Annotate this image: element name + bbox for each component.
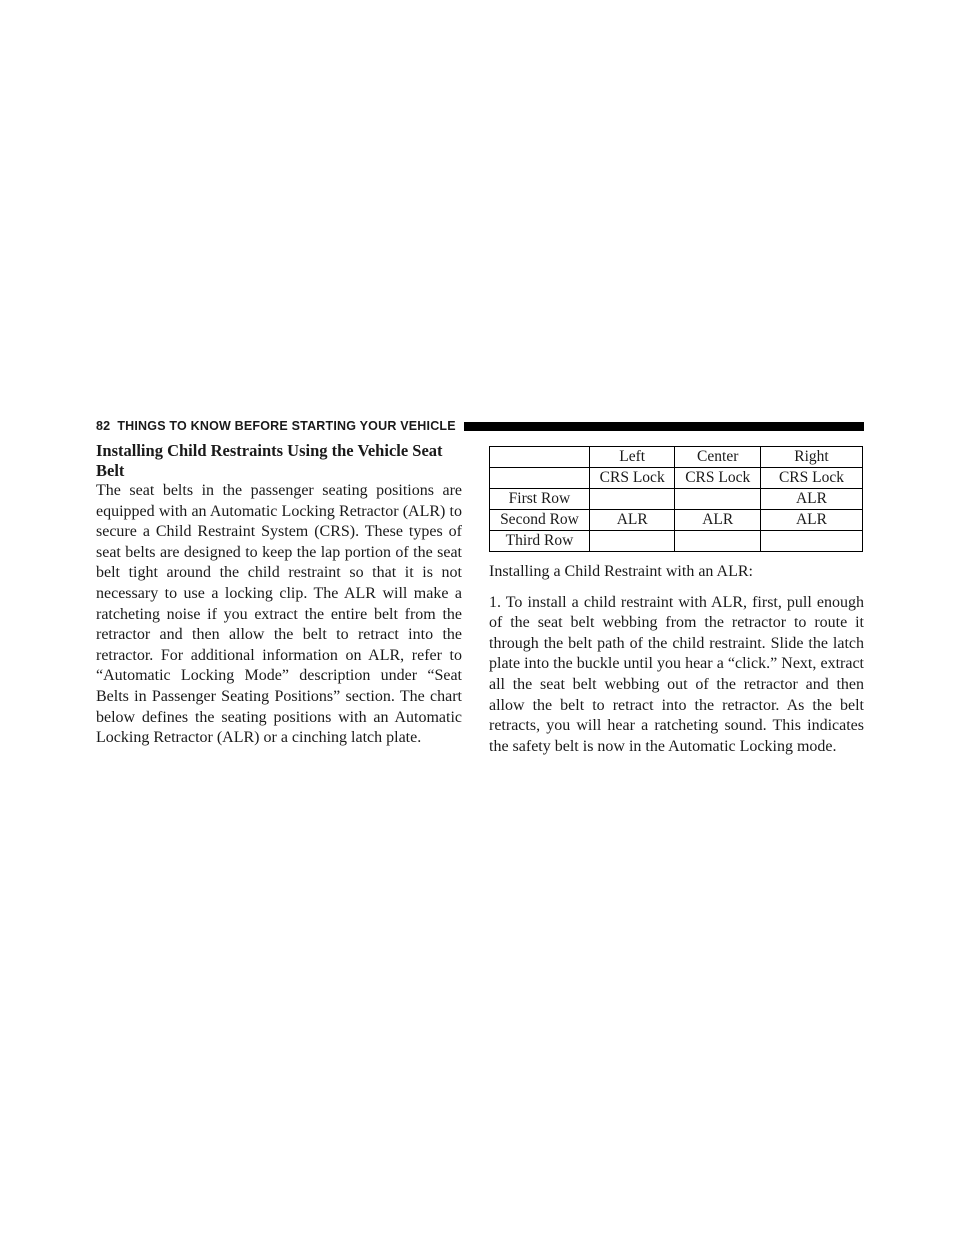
intro-paragraph: The seat belts in the passenger seating positions are equipped with an Automatic Locking Retractor (ALR) to secure a Child Restraint System (CRS). These types of seat belts are designed to keep the lap portion of the seat belt tight around the child restraint so that it is not necessary to use a locking clip. The ALR will make a ratcheting noise if you extract the entire belt from the retractor and then allow the belt to retract into the retractor. For additional information on ALR, refer to “Automatic Locking Mode” description under “Seat Belts in Passenger Seating Positions” section. The chart below defines the seating positions with an Automatic Locking Retractor (ALR) or a cinching latch plate. — [96, 482, 462, 747]
table-cell: CRS Lock — [675, 468, 761, 489]
table-header-row — [490, 468, 863, 489]
header-rule — [464, 422, 864, 431]
table-row — [490, 489, 863, 510]
table-cell — [490, 468, 590, 489]
table-header-row — [490, 447, 863, 468]
table-cell: CRS Lock — [760, 468, 862, 489]
table-cell: Left — [589, 447, 675, 468]
table-row — [490, 531, 863, 552]
table-cell: Center — [675, 447, 761, 468]
seating-positions-table — [489, 446, 863, 552]
row-label: Third Row — [490, 531, 590, 552]
table-row — [490, 510, 863, 531]
page-header — [96, 418, 864, 434]
section-heading: Installing Child Restraints Using the Vehicle Seat Belt — [96, 441, 443, 480]
table-cell: CRS Lock — [589, 468, 675, 489]
table-cell — [675, 531, 761, 552]
page-number: 82 — [96, 419, 111, 433]
section-title: THINGS TO KNOW BEFORE STARTING YOUR VEHICLE — [117, 419, 456, 433]
row-label: First Row — [490, 489, 590, 510]
table-cell — [589, 531, 675, 552]
procedure-step-1: 1. To install a child restraint with ALR, first, pull enough of the seat belt webbing from the retractor to route it through the belt path of the child restraint. Slide the latch plate into the buckle until you hear a “click.” Next, extract all the seat belt webbing out of the retractor and then allow the belt to retract into the retractor. As the belt retracts, you will hear a ratcheting sound. This indicates the safety belt is now in the Automatic Locking mode. — [489, 593, 864, 755]
procedure-intro: Installing a Child Restraint with an ALR: — [489, 563, 753, 580]
table-cell: ALR — [589, 510, 675, 531]
table-cell — [675, 489, 761, 510]
left-column — [96, 441, 462, 749]
table-cell — [490, 447, 590, 468]
table-cell: ALR — [760, 489, 862, 510]
table-cell: ALR — [760, 510, 862, 531]
right-column — [489, 446, 864, 757]
table-cell: ALR — [675, 510, 761, 531]
table-cell: Right — [760, 447, 862, 468]
row-label: Second Row — [490, 510, 590, 531]
table-cell — [760, 531, 862, 552]
table-cell — [589, 489, 675, 510]
